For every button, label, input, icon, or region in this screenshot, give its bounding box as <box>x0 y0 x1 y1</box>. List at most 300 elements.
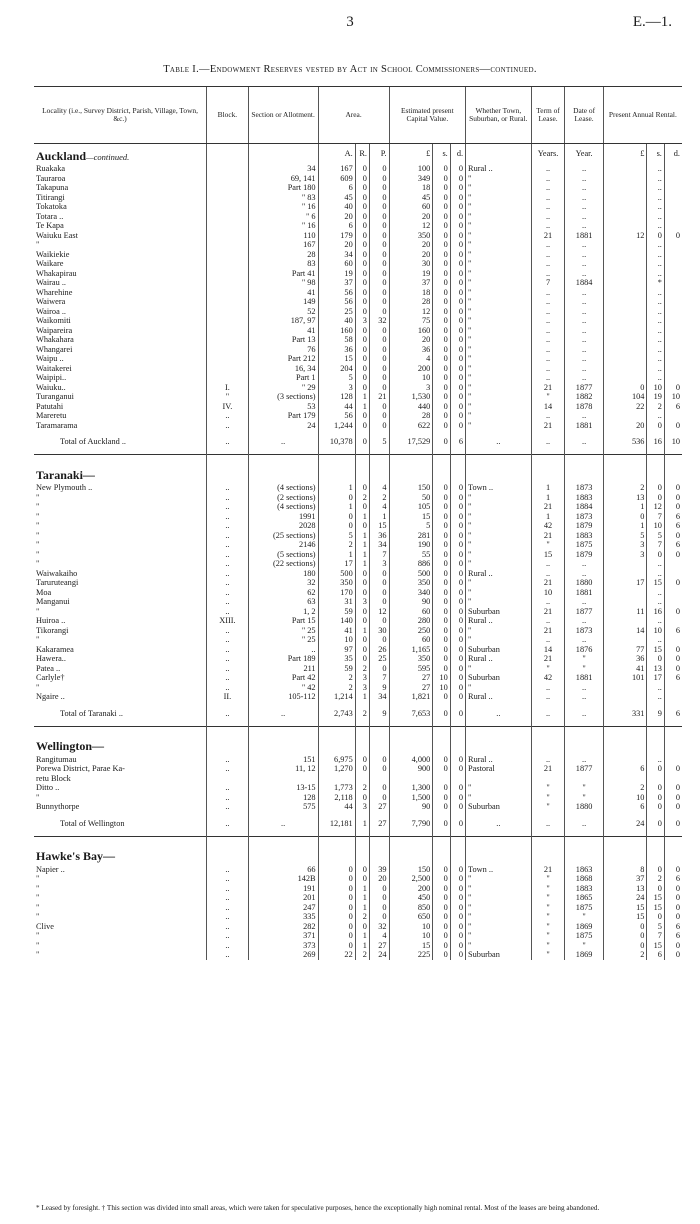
table-cell: " <box>466 373 532 383</box>
table-cell: 17 <box>318 559 355 569</box>
table-cell: 21 <box>531 626 565 636</box>
table-cell: " <box>565 783 603 793</box>
table-cell: 250 <box>389 626 433 636</box>
table-cell: " <box>466 326 532 336</box>
empty-cell <box>389 845 433 865</box>
table-row <box>34 221 682 231</box>
table-cell: 0 <box>369 755 389 765</box>
table-cell <box>647 774 664 784</box>
table-row <box>34 783 682 793</box>
table-cell <box>603 354 647 364</box>
separator-cell <box>34 455 207 464</box>
empty-cell <box>664 735 682 755</box>
table-cell: 14 <box>531 402 565 412</box>
table-cell: .. <box>565 316 603 326</box>
table-cell: 1 <box>369 512 389 522</box>
table-cell: .. <box>565 683 603 693</box>
table-cell: 349 <box>389 174 433 184</box>
empty-cell <box>389 735 433 755</box>
table-cell: 100 <box>389 164 433 174</box>
table-row <box>34 164 682 174</box>
separator-cell <box>664 726 682 735</box>
table-cell: .. <box>565 183 603 193</box>
table-cell: " <box>36 931 40 940</box>
empty-cell <box>248 144 318 165</box>
region-name: Taranaki— <box>36 467 95 482</box>
table-cell: " <box>36 549 40 559</box>
table-cell: " <box>466 502 532 512</box>
table-cell: 190 <box>389 540 433 550</box>
region-name: Wellington— <box>36 739 105 754</box>
table-cell: " 83 <box>248 193 318 203</box>
table-cell <box>603 597 647 607</box>
table-cell: 622 <box>389 421 433 431</box>
table-cell: 0 <box>450 931 465 941</box>
total-cell: 6 <box>450 430 465 455</box>
table-cell: 0 <box>664 502 682 512</box>
table-cell: .. <box>565 307 603 317</box>
table-cell: 37 <box>389 278 433 288</box>
table-cell: 2 <box>603 783 647 793</box>
table-cell: 15 <box>647 941 664 951</box>
table-cell: 0 <box>433 941 450 951</box>
table-cell: 0 <box>433 578 450 588</box>
empty-cell <box>248 463 318 483</box>
table-cell <box>603 212 647 222</box>
table-cell <box>207 354 249 364</box>
table-cell: 15 <box>647 578 664 588</box>
table-cell: 0 <box>355 793 369 803</box>
table-cell: " <box>466 922 532 932</box>
table-cell <box>603 683 647 693</box>
table-cell: 1 <box>355 550 369 560</box>
table-cell <box>207 174 249 184</box>
table-cell: 36 <box>389 345 433 355</box>
table-cell: 30 <box>369 626 389 636</box>
table-row <box>34 421 682 431</box>
header-value: Estimated present Capital Value. <box>389 87 465 144</box>
table-cell: Rural .. <box>466 692 532 702</box>
table-cell: 4 <box>369 483 389 493</box>
table-cell: 0 <box>450 654 465 664</box>
table-cell: 0 <box>664 550 682 560</box>
table-row <box>34 931 682 941</box>
region-heading-row <box>34 463 682 483</box>
empty-cell <box>450 463 465 483</box>
table-cell <box>664 345 682 355</box>
region-heading <box>34 735 207 755</box>
table-cell <box>207 278 249 288</box>
table-cell: 1 <box>355 531 369 541</box>
table-cell <box>450 774 465 784</box>
table-cell: " <box>466 884 532 894</box>
table-cell: .. <box>207 626 249 636</box>
table-cell: " <box>531 540 565 550</box>
table-cell: 41 <box>603 664 647 674</box>
table-cell: 1 <box>355 903 369 913</box>
table-cell <box>603 345 647 355</box>
table-cell: 21 <box>531 231 565 241</box>
table-cell: 0 <box>450 588 465 598</box>
table-cell: 0 <box>369 202 389 212</box>
table-cell: 37 <box>318 278 355 288</box>
table-row <box>34 183 682 193</box>
table-cell: 0 <box>355 654 369 664</box>
table-cell: 1 <box>355 559 369 569</box>
table-cell: 15 <box>369 521 389 531</box>
table-cell: 0 <box>433 240 450 250</box>
table-cell <box>664 569 682 579</box>
total-cell: 7,790 <box>389 812 433 837</box>
table-cell: 10 <box>433 673 450 683</box>
table-cell: 0 <box>450 903 465 913</box>
separator-cell <box>603 726 647 735</box>
table-cell: Suburban <box>466 673 532 683</box>
table-cell: .. <box>207 569 249 579</box>
table-cell: 42 <box>531 521 565 531</box>
table-cell <box>207 231 249 241</box>
separator-cell <box>664 836 682 845</box>
table-cell: 0 <box>433 269 450 279</box>
table-cell: .. <box>248 645 318 655</box>
table-cell: 0 <box>450 345 465 355</box>
table-cell: " <box>466 421 532 431</box>
table-cell: .. <box>207 597 249 607</box>
separator-cell <box>207 836 249 845</box>
table-cell: 0 <box>450 316 465 326</box>
table-cell: .. <box>647 569 664 579</box>
total-cell: 10 <box>664 430 682 455</box>
table-cell: 0 <box>647 654 664 664</box>
table-cell: " <box>36 240 40 249</box>
empty-cell <box>647 463 664 483</box>
table-cell <box>603 278 647 288</box>
table-cell: 0 <box>450 383 465 393</box>
table-row <box>34 764 682 774</box>
table-cell: 36 <box>603 654 647 664</box>
table-cell: Patutahi <box>36 401 64 411</box>
table-cell: 21 <box>531 383 565 393</box>
table-cell: 60 <box>318 259 355 269</box>
table-cell: 1 <box>355 931 369 941</box>
table-cell <box>664 364 682 374</box>
table-cell: 0 <box>647 793 664 803</box>
table-cell: Waipareira <box>36 325 73 335</box>
table-cell: " <box>207 392 249 402</box>
table-cell: " <box>466 183 532 193</box>
table-cell: 1 <box>355 893 369 903</box>
table-cell: 0 <box>355 364 369 374</box>
table-cell: " <box>466 931 532 941</box>
table-cell: 1868 <box>565 874 603 884</box>
table-cell: 6 <box>664 673 682 683</box>
table-cell: 0 <box>450 493 465 503</box>
table-cell: .. <box>565 755 603 765</box>
table-cell: .. <box>207 550 249 560</box>
table-cell: Suburban <box>466 607 532 617</box>
table-cell: 0 <box>450 174 465 184</box>
table-cell: 0 <box>450 231 465 241</box>
table-cell: 3 <box>355 673 369 683</box>
table-cell: 0 <box>433 588 450 598</box>
table-cell: 0 <box>450 326 465 336</box>
table-cell: .. <box>647 588 664 598</box>
table-cell: 211 <box>248 664 318 674</box>
table-cell: .. <box>531 559 565 569</box>
table-cell: 1875 <box>565 903 603 913</box>
empty-cell <box>248 735 318 755</box>
table-cell: " <box>531 392 565 402</box>
table-cell: " <box>531 793 565 803</box>
table-cell: .. <box>531 354 565 364</box>
table-cell: 7 <box>647 512 664 522</box>
unit-label: Years. <box>531 144 565 165</box>
separator-cell <box>207 726 249 735</box>
table-cell: .. <box>531 411 565 421</box>
table-cell: 0 <box>355 578 369 588</box>
table-cell: 1 <box>355 402 369 412</box>
table-cell: 7 <box>531 278 565 288</box>
table-cell: 0 <box>433 645 450 655</box>
table-cell: Tokatoka <box>36 202 67 211</box>
table-cell: 0 <box>433 540 450 550</box>
table-cell: 0 <box>664 893 682 903</box>
table-cell: " <box>531 931 565 941</box>
table-cell: 5 <box>318 373 355 383</box>
table-cell <box>603 221 647 231</box>
table-cell: 0 <box>647 783 664 793</box>
table-cell: .. <box>647 616 664 626</box>
table-cell: .. <box>565 202 603 212</box>
table-cell <box>664 316 682 326</box>
table-cell: 41 <box>248 326 318 336</box>
table-cell: 1 <box>355 626 369 636</box>
table-cell: 1880 <box>565 802 603 812</box>
table-cell: 0 <box>450 531 465 541</box>
table-cell: .. <box>207 502 249 512</box>
table-cell: .. <box>647 345 664 355</box>
table-cell: .. <box>207 922 249 932</box>
table-cell: Rural .. <box>466 755 532 765</box>
table-cell: .. <box>565 174 603 184</box>
table-cell: 575 <box>248 802 318 812</box>
table-cell: .. <box>531 335 565 345</box>
table-cell: (5 sections) <box>248 550 318 560</box>
table-cell: 0 <box>433 865 450 875</box>
table-cell: 15 <box>389 512 433 522</box>
total-cell: 24 <box>603 812 647 837</box>
table-row <box>34 316 682 326</box>
table-cell: 0 <box>355 269 369 279</box>
separator-cell <box>466 726 532 735</box>
table-cell <box>565 774 603 784</box>
table-cell: 0 <box>318 884 355 894</box>
table-cell: " <box>36 902 40 912</box>
table-cell: .. <box>207 874 249 884</box>
table-cell: 0 <box>355 278 369 288</box>
table-cell: Suburban <box>466 802 532 812</box>
table-cell <box>603 774 647 784</box>
table-cell <box>664 297 682 307</box>
table-row <box>34 774 682 784</box>
table-cell: 3 <box>355 683 369 693</box>
table-cell <box>664 193 682 203</box>
table-cell <box>603 164 647 174</box>
table-cell: .. <box>565 326 603 336</box>
table-cell: 0 <box>318 512 355 522</box>
separator-cell <box>647 836 664 845</box>
table-cell: 36 <box>369 531 389 541</box>
table-cell: 77 <box>603 645 647 655</box>
table-cell: " <box>565 912 603 922</box>
table-cell: " 16 <box>248 202 318 212</box>
empty-cell <box>531 735 565 755</box>
empty-cell <box>248 845 318 865</box>
table-cell: 0 <box>450 616 465 626</box>
table-cell: 2028 <box>248 521 318 531</box>
table-cell: 500 <box>389 569 433 579</box>
table-cell: Pastoral <box>466 764 532 774</box>
table-cell: .. <box>207 483 249 493</box>
table-cell: 1,821 <box>389 692 433 702</box>
empty-cell <box>450 735 465 755</box>
table-cell <box>207 240 249 250</box>
separator-cell <box>450 726 465 735</box>
empty-cell <box>433 845 450 865</box>
table-cell: 6 <box>603 802 647 812</box>
table-cell: 1 <box>318 483 355 493</box>
total-cell: 0 <box>450 812 465 837</box>
table-cell: " <box>531 922 565 932</box>
table-cell: " <box>36 940 40 950</box>
table-cell: 0 <box>369 259 389 269</box>
table-cell: 21 <box>531 531 565 541</box>
table-cell: .. <box>531 240 565 250</box>
table-cell: (4 sections) <box>248 483 318 493</box>
table-cell: 1884 <box>565 502 603 512</box>
table-cell: Part 42 <box>248 673 318 683</box>
table-cell: 1 <box>355 941 369 951</box>
empty-cell <box>318 463 355 483</box>
table-cell: .. <box>565 221 603 231</box>
table-row <box>34 250 682 260</box>
table-cell: 18 <box>389 288 433 298</box>
table-cell: 0 <box>433 597 450 607</box>
table-cell: Part 180 <box>248 183 318 193</box>
total-filler: .. <box>565 812 603 837</box>
table-cell: .. <box>207 521 249 531</box>
table-cell: 10 <box>647 383 664 393</box>
table-cell: 0 <box>355 874 369 884</box>
table-cell: 0 <box>433 635 450 645</box>
table-cell: 0 <box>450 335 465 345</box>
table-cell: 20 <box>603 421 647 431</box>
table-cell: 24 <box>369 950 389 960</box>
table-cell: 20 <box>389 240 433 250</box>
table-cell: " <box>466 664 532 674</box>
table-cell: 0 <box>664 531 682 541</box>
table-cell: " <box>466 297 532 307</box>
table-cell: " <box>466 635 532 645</box>
separator-cell <box>647 455 664 464</box>
table-cell: 0 <box>450 783 465 793</box>
table-cell: 76 <box>248 345 318 355</box>
table-cell: 1875 <box>565 540 603 550</box>
table-cell: 58 <box>318 335 355 345</box>
table-cell <box>207 774 249 784</box>
table-cell <box>207 364 249 374</box>
table-cell: 0 <box>433 335 450 345</box>
table-cell: 200 <box>389 364 433 374</box>
table-cell: Clive <box>36 921 54 931</box>
table-cell: 0 <box>433 884 450 894</box>
table-cell: 0 <box>355 502 369 512</box>
table-row <box>34 193 682 203</box>
table-cell: .. <box>565 354 603 364</box>
table-cell: 15 <box>531 550 565 560</box>
table-cell: 0 <box>355 307 369 317</box>
table-cell <box>664 683 682 693</box>
table-cell: 28 <box>389 411 433 421</box>
table-cell: 1 <box>603 521 647 531</box>
table-cell <box>664 269 682 279</box>
table-cell: 1877 <box>565 764 603 774</box>
region-separator <box>34 455 682 464</box>
table-cell <box>207 373 249 383</box>
total-filler: .. <box>248 812 318 837</box>
table-cell: 0 <box>355 183 369 193</box>
table-row <box>34 307 682 317</box>
table-cell: " <box>466 411 532 421</box>
table-cell: Waiwakaiho <box>36 568 78 578</box>
table-cell <box>664 588 682 598</box>
table-cell: 41 <box>318 626 355 636</box>
table-cell <box>603 326 647 336</box>
table-cell: (3 sections) <box>248 392 318 402</box>
table-cell: 0 <box>664 903 682 913</box>
separator-cell <box>433 836 450 845</box>
table-cell: 0 <box>450 950 465 960</box>
table-cell: Napier .. <box>36 864 65 874</box>
table-cell <box>664 307 682 317</box>
table-cell: 0 <box>369 664 389 674</box>
table-cell: 0 <box>647 912 664 922</box>
table-cell <box>664 335 682 345</box>
separator-cell <box>318 836 355 845</box>
table-cell: .. <box>565 240 603 250</box>
table-cell: 3 <box>355 597 369 607</box>
table-cell: .. <box>207 411 249 421</box>
table-cell: 34 <box>369 692 389 702</box>
table-cell: 34 <box>369 540 389 550</box>
table-cell: 0 <box>450 755 465 765</box>
table-cell: " <box>466 259 532 269</box>
table-cell: .. <box>565 269 603 279</box>
table-cell: 0 <box>355 865 369 875</box>
table-cell: " <box>466 269 532 279</box>
table-cell: 0 <box>355 221 369 231</box>
table-cell <box>207 164 249 174</box>
table-cell: 0 <box>369 278 389 288</box>
table-header-row <box>34 87 682 144</box>
table-cell: 0 <box>664 802 682 812</box>
table-cell: 0 <box>369 174 389 184</box>
table-cell: 0 <box>369 884 389 894</box>
table-row <box>34 521 682 531</box>
table-cell: 371 <box>248 931 318 941</box>
table-cell: 0 <box>355 764 369 774</box>
empty-cell <box>647 735 664 755</box>
